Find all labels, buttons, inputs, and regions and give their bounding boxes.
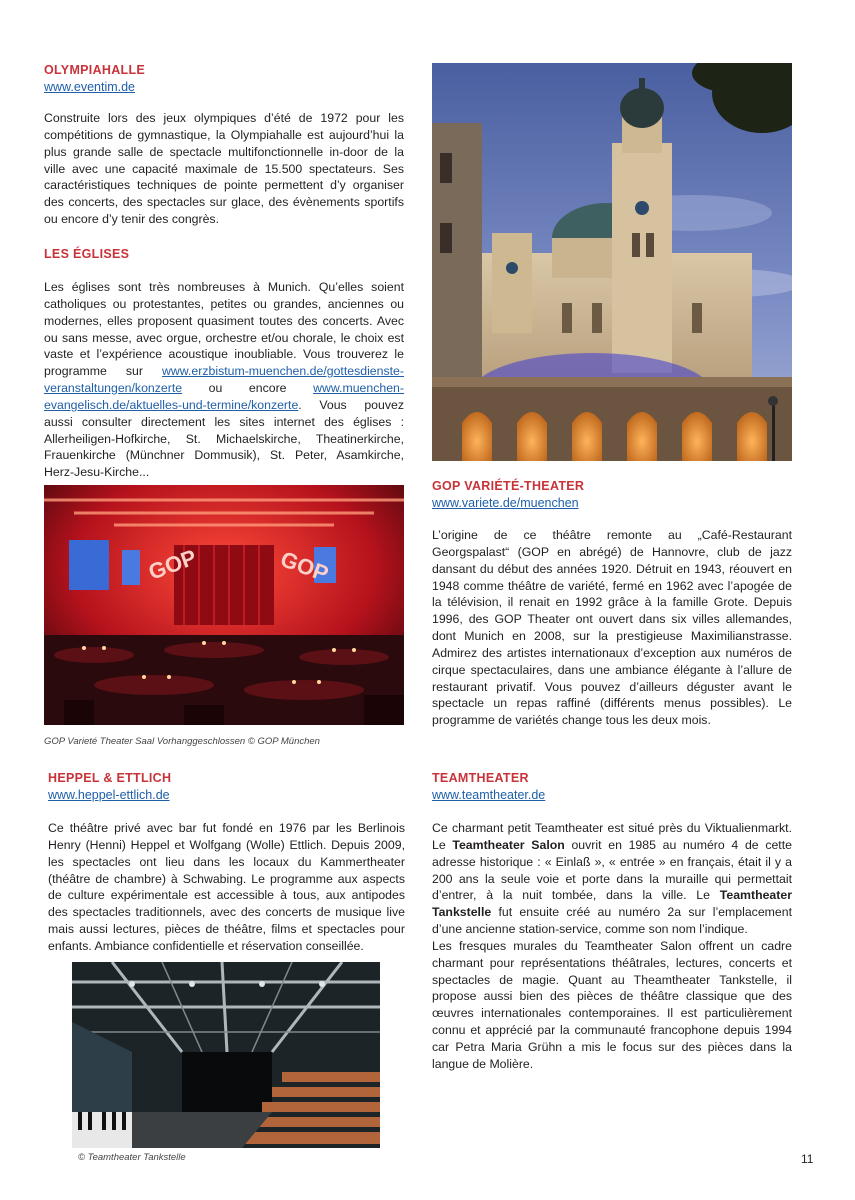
- olympiahalle-heading: OLYMPIAHALLE: [44, 63, 146, 77]
- theatinerkirche-photo: [432, 63, 792, 461]
- gop-text: L’origine de ce théâtre remonte au „Café-Restaurant Georgspalast“ (GOP en abrégé) de Hannovre, club de jazz dansant du début des années 1920. Détruit en 1943, réouvert en 1948 comme théâtre de variété, fermé en 1962 avec l’apogée de la télévision, il renait en 1992 grâce à la famille Grote. Depuis 1996, des GOP Theater ont ouvert dans six villes allemandes, dont Munich en 2008, sur la prestigieuse Maximilianstrasse. Admirez des artistes internationaux d’exception aux numéros de cirque spectaculaires, dans une ambiance élégante à l’allure de restaurant privatif. Vous pouvez d’ailleurs déguster avant le spectacle un repas raffiné (différents menus possibles). Le programme de variétés change tous les deux mois.: [432, 528, 792, 728]
- eglises-heading: LES ÉGLISES: [44, 247, 130, 261]
- gop-logo-left: GOP: [145, 544, 200, 585]
- olympiahalle-link[interactable]: www.eventim.de: [44, 80, 136, 94]
- heppel-text: Ce théâtre privé avec bar fut fondé en 1976 par les Berlinois Henry (Henni) Heppel et Wolfgang (Wolle) Ettlich. Depuis 2009, les spectacles ont lieu dans les locaux du Kammertheater (théâtre de chambre) à Schwabing. Le programme aux aspects de culture expérimentale est accessible à tous, aux antipodes des spectacles traditionnels, avec des concerts de musique live mais aussi lectures, pièces de théâtre, films et spectacles pour enfants. Ambiance confidentielle et réservation conseillée.: [48, 821, 405, 953]
- teamtheater-heading: TEAMTHEATER: [432, 771, 529, 785]
- heppel-link[interactable]: www.heppel-ettlich.de: [48, 788, 170, 802]
- teamtheater-link[interactable]: www.teamtheater.de: [432, 788, 546, 802]
- gop-theater-photo: [44, 485, 404, 725]
- erzbistum-link[interactable]: www.erzbistum-muenchen.de/gottesdienste-veranstaltungen/konzerte: [44, 364, 404, 396]
- heppel-heading: HEPPEL & ETTLICH: [48, 771, 172, 785]
- teamtheater-text: Ce charmant petit Teamtheater est situé près du Viktualienmarkt. Le Teamtheater Salon ouvrit en 1985 au numéro 4 de cette adresse historique : « Einlaß », « entrée » en français, était il y a 200 ans la seule voie et porte dans la muraille qui permettait d’entrer, à la nuit tombée, dans la ville. Le Teamtheater Tankstelle fut ensuite créé au numéro 2a sur l’emplacement d’une ancienne station-service, comme son nom l’indique. Les fresques murales du Teamtheater Salon offrent un cadre charmant pour représentations théâtrales, lectures, concerts et spectacles de magie. Quant au Theamtheater Tankstelle, il propose aussi bien des pièces de théâtre classique que des œuvres internationales contemporaines. Il est particulièrement connu et apprécié par la communauté francophone depuis 1994 car Petra Maria Grühn a mis le focus sur des pièces dans la langue de Molière.: [432, 821, 792, 1071]
- teamtheater-photo-caption: © Teamtheater Tankstelle: [78, 1152, 186, 1163]
- evangelisch-link[interactable]: www.muenchen-evangelisch.de/aktuelles-und-termine/konzerte: [44, 381, 404, 412]
- olympiahalle-text: Construite lors des jeux olympiques d’été de 1972 pour les compétitions de gymnastique, la Olympiahalle est aujourd’hui la plus grande salle de spectacle multifonctionnelle in-door de la ville avec une capacité maximale de 15.500 spectateurs. Ses caractéristiques techniques de pointe permettent d’y organiser des concerts, des spectacles sur glace, des évènements sportifs ou encore d’y tenir des congrès.: [44, 111, 404, 227]
- page-number: 11: [801, 1152, 814, 1166]
- teamtheater-photo: [72, 962, 380, 1148]
- gop-photo-caption: GOP Varieté Theater Saal Vorhanggeschlossen © GOP München: [44, 736, 320, 747]
- gop-link[interactable]: www.variete.de/muenchen: [432, 496, 579, 510]
- gop-logo-right: GOP: [277, 546, 332, 587]
- eglises-text: Les églises sont très nombreuses à Munich. Qu’elles soient catholiques ou protestantes, petites ou grandes, anciennes ou modernes, elles proposent quasiment toutes des concerts. Avec ou sans messe, avec orgue, orchestre et/ou chorale, le choix est vaste et l’expérience acoustique inoubliable. Vous trouverez le programme sur www.erzbistum-muenchen.de/gottesdienste-veranstaltungen/konzerte ou encore www.muenchen-evangelisch.de/aktuelles-und-termine/konzerte. Vous pouvez aussi consulter directement les sites internet des églises : Allerheiligen-Hofkirche, St. Michaelskirche, Theatinerkirche, Frauenkirche (Münchner Dommusik), St. Peter, Asamkirche, Herz-Jesu-Kirche...: [44, 280, 404, 480]
- gop-heading: GOP VARIÉTÉ-THEATER: [432, 479, 585, 493]
